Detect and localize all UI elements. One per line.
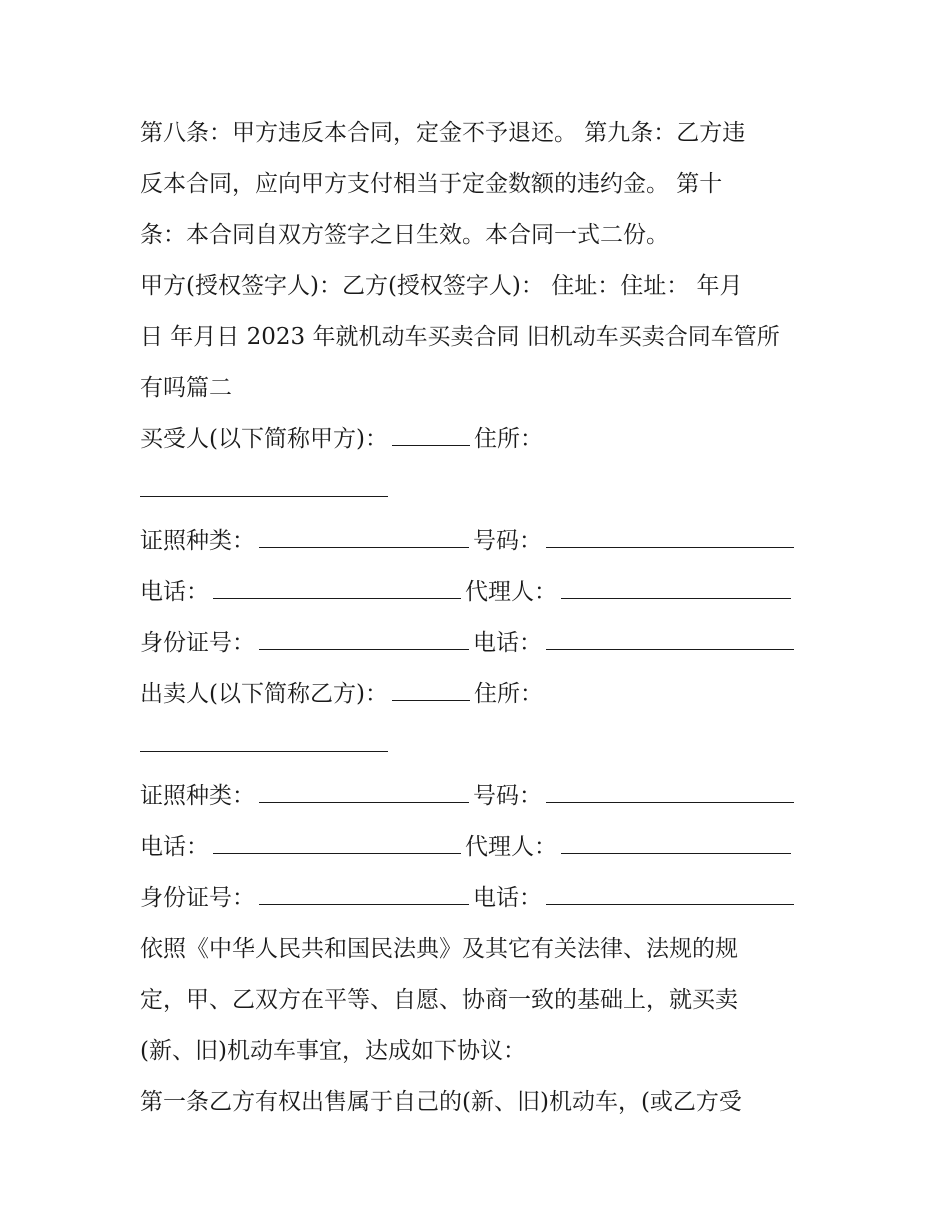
buyer-number-blank: [546, 525, 794, 548]
buyer-agent-blank: [561, 576, 791, 599]
buyer-id-number-blank: [259, 627, 469, 650]
buyer-id-type-blank: [259, 525, 469, 548]
buyer-id-number-label: 身份证号：: [140, 630, 255, 656]
text-line: 反本合同，应向甲方支付相当于定金数额的违约金。 第十: [140, 171, 723, 197]
buyer-phone-label: 电话：: [140, 579, 209, 605]
buyer-phone-line: [140, 567, 820, 618]
buyer-id-number-line: [140, 618, 820, 669]
buyer-name-blank: [392, 423, 470, 446]
seller-name-blank: [392, 678, 470, 701]
seller-id-type-blank: [259, 780, 469, 803]
seller-number-blank: [546, 780, 794, 803]
seller-residence-label: 住所：: [473, 681, 543, 707]
buyer-party-line: [140, 414, 820, 465]
seller-number-label: 号码：: [473, 783, 542, 809]
text-line: 日 年月日 2023 年就机动车买卖合同 旧机动车买卖合同车管所: [140, 324, 780, 350]
buyer-phone-blank: [213, 576, 461, 599]
text-line: 有吗篇二: [140, 375, 232, 401]
buyer-agent-label: 代理人：: [465, 579, 557, 605]
seller-party-label: 出卖人(以下简称乙方)：: [140, 681, 388, 707]
seller-phone-line: [140, 822, 820, 873]
buyer-party-label: 买受人(以下简称甲方)：: [140, 426, 388, 452]
seller-agent-label: 代理人：: [465, 834, 557, 860]
seller-phone-label: 电话：: [140, 834, 209, 860]
seller-residence-line: [140, 720, 820, 771]
seller-id-number-blank: [259, 882, 469, 905]
seller-id-type-label: 证照种类：: [140, 783, 255, 809]
seller-phone-blank: [213, 831, 461, 854]
buyer-id-type-label: 证照种类：: [140, 528, 255, 554]
text-line: 第一条乙方有权出售属于自己的(新、旧)机动车，(或乙方受: [140, 1089, 742, 1115]
buyer-phone2-blank: [546, 627, 794, 650]
text-line: 条：本合同自双方签字之日生效。本合同一式二份。: [140, 222, 669, 248]
text-line: 定，甲、乙双方在平等、自愿、协商一致的基础上，就买卖: [140, 987, 738, 1013]
buyer-phone2-label: 电话：: [473, 630, 542, 656]
seller-id-type-line: [140, 771, 820, 822]
seller-party-line: [140, 669, 820, 720]
seller-residence-blank: [140, 729, 388, 752]
seller-phone2-blank: [546, 882, 794, 905]
buyer-residence-line: [140, 465, 820, 516]
buyer-residence-label: 住所：: [473, 426, 543, 452]
text-line: 第八条：甲方违反本合同，定金不予退还。 第九条：乙方违: [140, 120, 746, 146]
seller-agent-blank: [561, 831, 791, 854]
buyer-residence-blank: [140, 474, 388, 497]
text-line: 依照《中华人民共和国民法典》及其它有关法律、法规的规: [140, 936, 738, 962]
contract-body: [140, 108, 820, 1128]
text-line: (新、旧)机动车事宜，达成如下协议：: [140, 1038, 526, 1064]
seller-phone2-label: 电话：: [473, 885, 542, 911]
buyer-id-type-line: [140, 516, 820, 567]
buyer-number-label: 号码：: [473, 528, 542, 554]
seller-id-number-line: [140, 873, 820, 924]
seller-id-number-label: 身份证号：: [140, 885, 255, 911]
text-line: 甲方(授权签字人)：乙方(授权签字人)： 住址：住址： 年月: [140, 273, 743, 299]
